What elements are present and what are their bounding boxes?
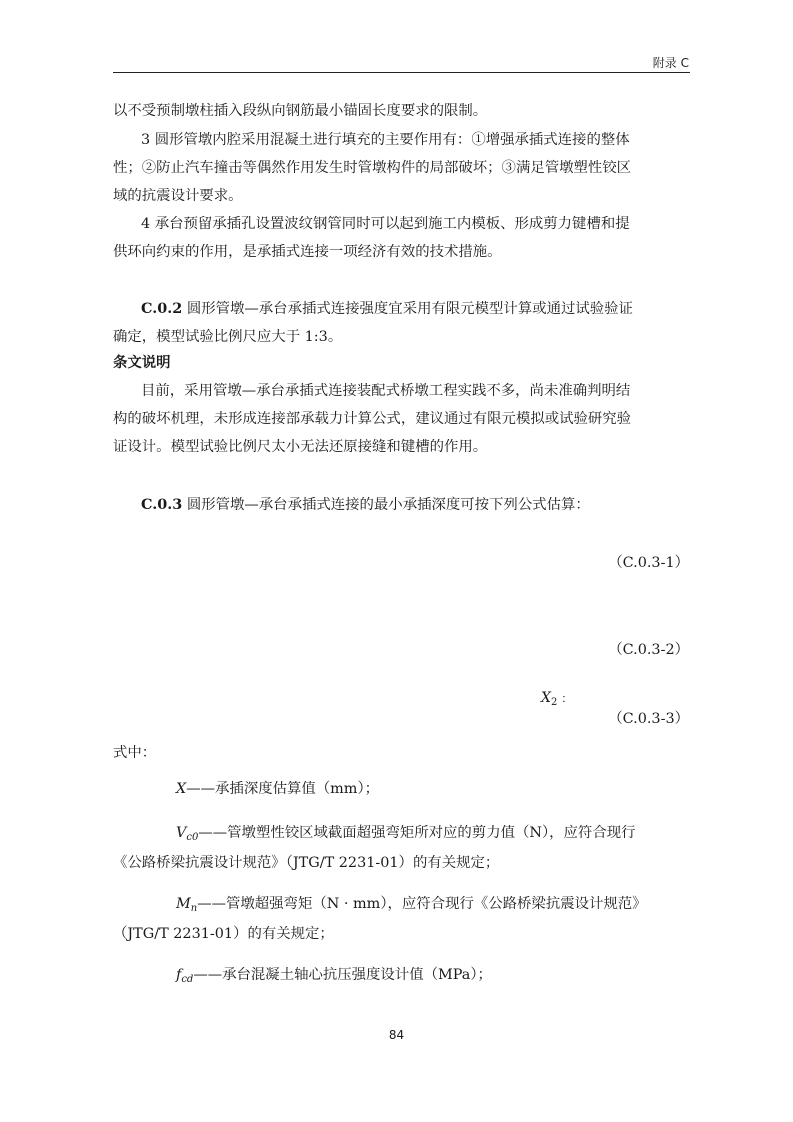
item-3-line: 性；②防止汽车撞击等偶然作用发生时管墩构件的局部破坏；③满足管墩塑性铰区: [113, 160, 632, 176]
clause-text: 圆形管墩—承台承插式连接强度宜采用有限元模型计算或通过试验验证: [186, 301, 633, 317]
text-line: 以不受预制墩柱插入段纵向钢筋最小锚固长度要求的限制。: [113, 103, 488, 119]
running-header: 附录 C: [652, 56, 689, 70]
item-4-line: 供环向约束的作用，是承插式连接一项经济有效的技术措施。: [113, 244, 502, 260]
item-3-line: 域的抗震设计要求。: [113, 188, 243, 204]
where-label: 式中：: [113, 745, 157, 761]
clause-c03-line: [141, 493, 590, 514]
commentary-line: 构的破坏机理，未形成连接部承载力计算公式，建议通过有限元模拟或试验研究验: [113, 411, 632, 427]
equation-number: （C.0.3-3）: [608, 711, 689, 727]
header-rule: [113, 72, 690, 73]
clause-number: C.0.3: [141, 496, 183, 513]
clause-text: 圆形管墩—承台承插式连接的最小承插深度可按下列公式估算：: [186, 497, 590, 513]
definition-vc0-cont: 《公路桥梁抗震设计规范》（JTG/T 2231-01）的有关规定；: [113, 855, 500, 871]
clause-c02-line: [141, 297, 633, 318]
clause-number: C.0.2: [141, 300, 183, 317]
definition-fcd: $f_{cd}——$承台混凝土轴心抗压强度设计值（MPa）；: [176, 967, 492, 985]
equation-x2-symbol: $X_2$ ：: [541, 690, 573, 708]
clause-c02-line: 确定，模型试验比例尺应大于 1:3。: [113, 329, 343, 345]
equation-number: （C.0.3-2）: [608, 642, 689, 658]
definition-mn-cont: （JTG/T 2231-01）的有关规定；: [113, 926, 334, 942]
definition-x: X——承插深度估算值（mm）；: [176, 781, 380, 797]
definition-vc0: $V_{c0}——$管墩塑性铰区域截面超强弯矩所对应的剪力值（N），应符合现行: [176, 825, 636, 843]
item-4-line: 4 承台预留承插孔设置波纹钢管同时可以起到施工内模板、形成剪力键槽和提: [141, 216, 630, 232]
commentary-line: 目前，采用管墩—承台承插式连接装配式桥墩工程实践不多，尚未准确判明结: [141, 383, 631, 399]
item-3-line: 3 圆形管墩内腔采用混凝土进行填充的主要作用有：①增强承插式连接的整体: [141, 132, 630, 148]
commentary-title: 条文说明: [113, 354, 171, 371]
page-number: 84: [388, 1028, 405, 1042]
definition-mn: $M_n——$管墩超强弯矩（N · mm），应符合现行《公路桥梁抗震设计规范》: [176, 896, 647, 914]
commentary-line: 证设计。模型试验比例尺太小无法还原接缝和键槽的作用。: [113, 439, 488, 455]
equation-number: （C.0.3-1）: [608, 555, 689, 571]
